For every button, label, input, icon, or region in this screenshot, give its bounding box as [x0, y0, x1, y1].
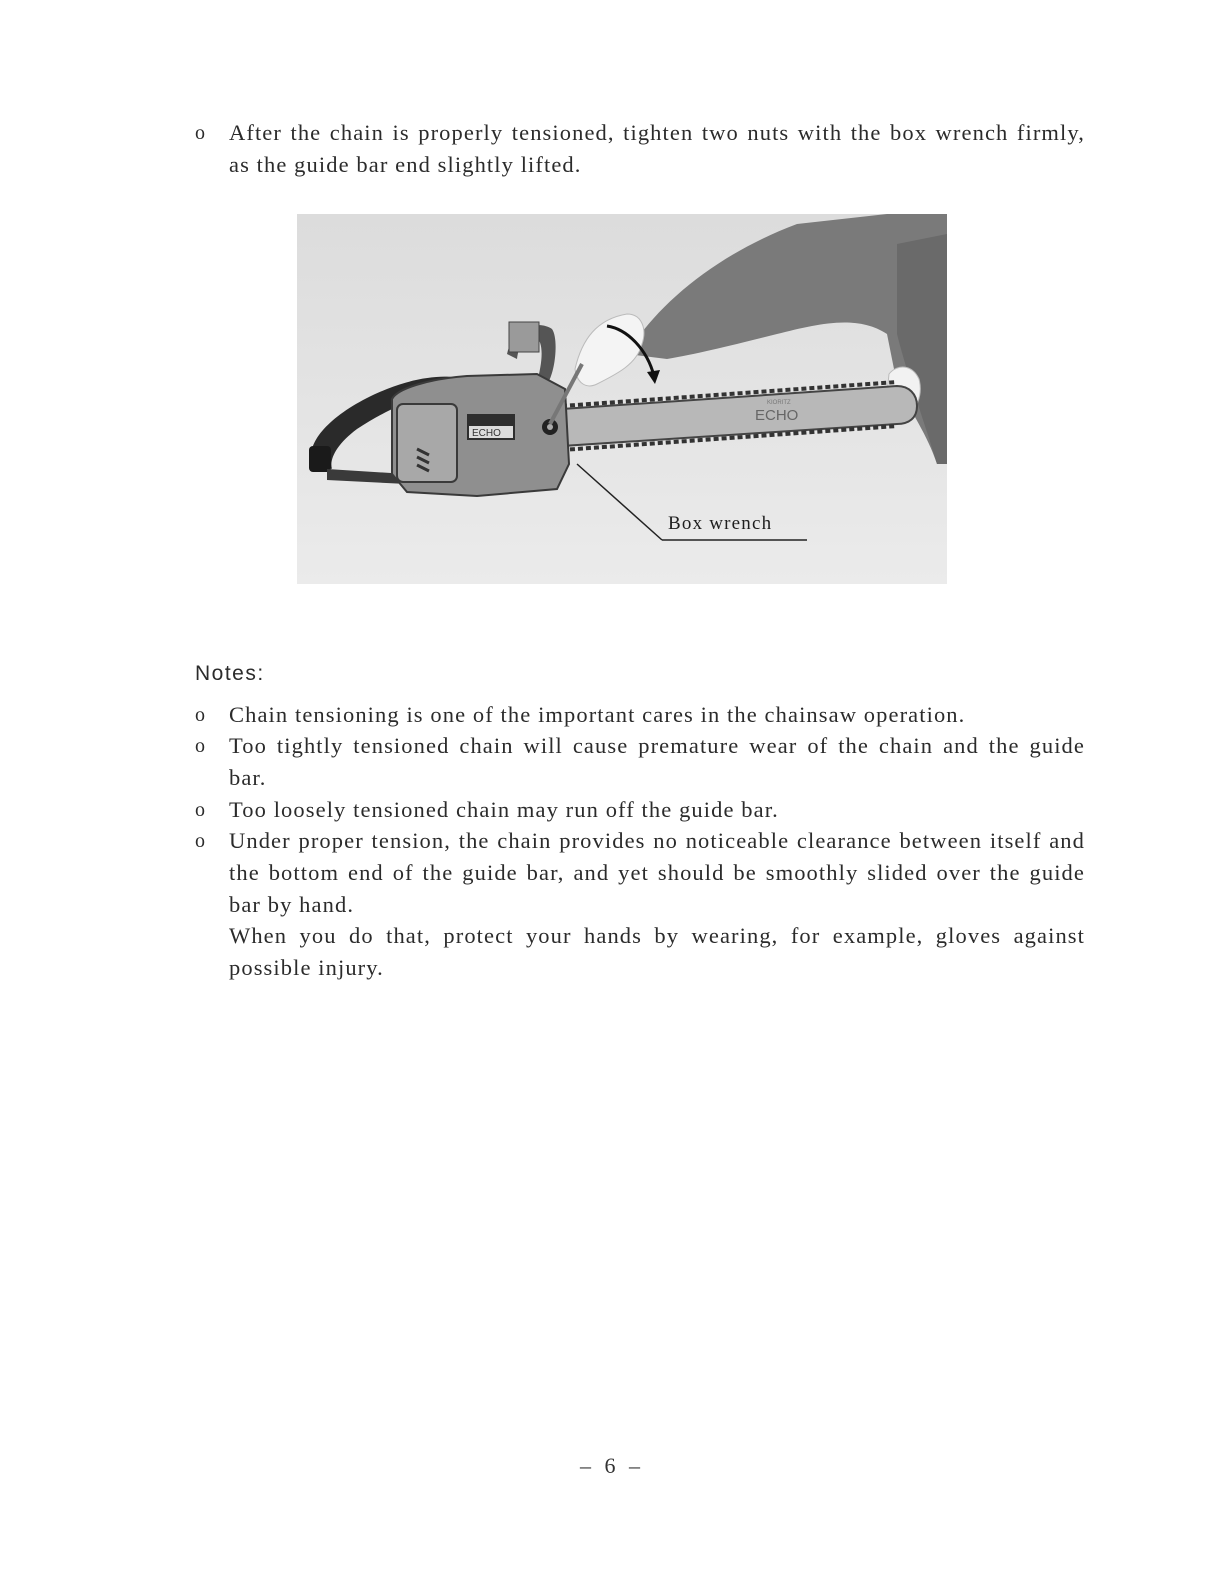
- chainsaw-photo: [297, 214, 947, 584]
- bar-small-label: KIORITZ: [767, 400, 791, 406]
- note-item: [195, 794, 1085, 826]
- figure-caption: Box wrench: [668, 513, 773, 534]
- notes-heading: Notes:: [195, 662, 265, 685]
- bar-brand-label: ECHO: [755, 407, 799, 424]
- bullet-marker: o: [195, 830, 207, 852]
- bullet-marker: o: [195, 704, 207, 726]
- bullet-marker: o: [195, 799, 207, 821]
- bullet-marker: o: [195, 122, 207, 144]
- note-text: Chain tensioning is one of the important cares in the chainsaw operation.: [229, 702, 966, 727]
- note-text: Under proper tension, the chain provides no noticeable clearance between itself and the bottom end of the guide bar, and yet should be smoothly slided over the guide bar by hand.: [229, 828, 1085, 917]
- note-continuation: When you do that, protect your hands by wearing, for example, gloves against possible injury.: [229, 923, 1085, 980]
- note-text: Too tightly tensioned chain will cause premature wear of the chain and the guide bar.: [229, 733, 1085, 790]
- intro-text: After the chain is properly tensioned, tighten two nuts with the box wrench firmly, as the guide bar end slightly lifted.: [229, 120, 1085, 177]
- note-item: [195, 699, 1085, 731]
- bullet-marker: o: [195, 735, 207, 757]
- note-item: [195, 730, 1085, 794]
- page-number: – 6 –: [580, 1453, 644, 1478]
- note-text: Too loosely tensioned chain may run off the guide bar.: [229, 797, 779, 822]
- chainsaw-illustration: [297, 214, 947, 584]
- note-item: [195, 825, 1085, 921]
- saw-brand-label: ECHO: [472, 428, 501, 439]
- intro-paragraph: [195, 117, 1085, 181]
